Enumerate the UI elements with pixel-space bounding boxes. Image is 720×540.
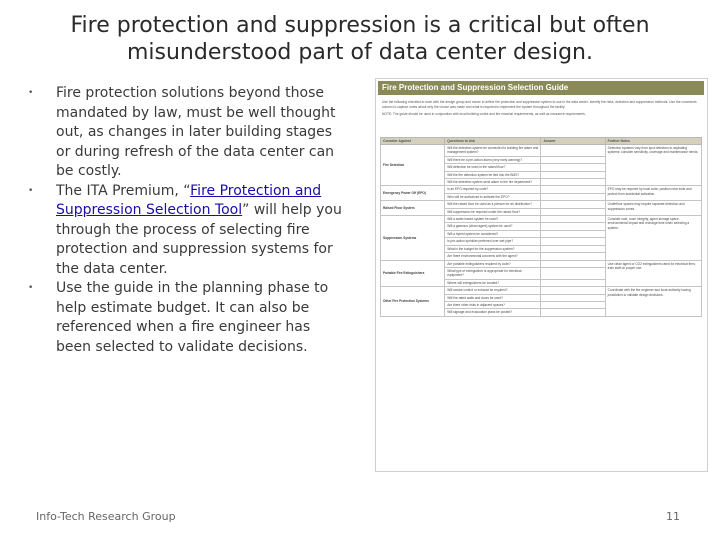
guide-column-header: Further Notes xyxy=(605,138,701,145)
guide-question-cell: Will the raised floor be used as a plenum for air distribution? xyxy=(445,201,541,208)
guide-answer-cell xyxy=(541,287,605,294)
guide-question-cell: Will signage and evacuation plans be posted? xyxy=(445,309,541,316)
guide-answer-cell xyxy=(541,260,605,267)
guide-table-row xyxy=(381,186,702,193)
guide-answer-cell xyxy=(541,208,605,215)
guide-question-cell: What is the budget for the suppression system? xyxy=(445,245,541,252)
guide-answer-cell xyxy=(541,156,605,163)
guide-question-cell: Will the detection system be connected to building fire alarm and management system? xyxy=(445,145,541,157)
bullet-item xyxy=(28,279,348,357)
selection-guide-image xyxy=(375,78,708,472)
guide-answer-cell xyxy=(541,267,605,279)
guide-answer-cell xyxy=(541,179,605,186)
guide-answer-cell xyxy=(541,186,605,193)
selection-tool-link[interactable]: Fire Protection and Suppression Selection Tool xyxy=(56,182,322,218)
guide-answer-cell xyxy=(541,216,605,223)
guide-question-cell: Will the fire detection system be tied into the BMS? xyxy=(445,171,541,178)
page-number: 11 xyxy=(666,510,680,523)
guide-notes-cell: Detection systems vary from spot detectors to aspirating systems; consider sensitivity, coverage and maintenance needs. xyxy=(605,145,701,186)
guide-notes-cell: Coordinate with the fire engineer and local authority having jurisdiction to validate design decisions. xyxy=(605,287,701,317)
guide-intro xyxy=(382,100,700,117)
guide-column-header: Consider Against xyxy=(381,138,445,145)
guide-table-row xyxy=(381,260,702,267)
guide-question-cell: Will fire-rated walls and doors be used? xyxy=(445,294,541,301)
bullet-text-pre: The ITA Premium, “ xyxy=(56,182,191,199)
guide-question-cell: Are there environmental concerns with the agent? xyxy=(445,253,541,260)
guide-answer-cell xyxy=(541,309,605,316)
slide-title: Fire protection and suppression is a critical but often misunderstood part of data center design. xyxy=(70,13,650,65)
guide-table-row xyxy=(381,145,702,157)
guide-answer-cell xyxy=(541,201,605,208)
guide-answer-cell xyxy=(541,164,605,171)
guide-question-cell: Will detection be used in the raised floor? xyxy=(445,164,541,171)
guide-table-header xyxy=(381,138,702,145)
guide-category-cell: Other Fire Protection Systems xyxy=(381,287,445,317)
guide-category-cell: Portable Fire Extinguishers xyxy=(381,260,445,287)
footer-org: Info-Tech Research Group xyxy=(36,510,176,523)
guide-answer-cell xyxy=(541,230,605,237)
bullet-text: Use the guide in the planning phase to help estimate budget. It can also be referenced when a fire engineer has been selected to validate decisions. xyxy=(56,280,329,355)
guide-table-row xyxy=(381,201,702,208)
guide-answer-cell xyxy=(541,279,605,286)
guide-category-cell: Suppression Systems xyxy=(381,216,445,260)
guide-question-cell: Is pre-action sprinkler preferred over wet pipe? xyxy=(445,238,541,245)
guide-question-cell: Is an EPO required by code? xyxy=(445,186,541,193)
bullet-text: Fire protection solutions beyond those mandated by law, must be well thought out, as changes in later building stages or during refresh of the data center can be costly. xyxy=(56,85,336,179)
guide-question-cell: Are there other risks in adjacent spaces? xyxy=(445,301,541,308)
bullet-icon: • xyxy=(28,185,34,196)
guide-notes-cell: Use clean agent or CO2 extinguishers rated for electrical fires; train staff on proper use. xyxy=(605,260,701,287)
guide-answer-cell xyxy=(541,294,605,301)
guide-answer-cell xyxy=(541,171,605,178)
guide-question-cell: Will a gaseous (clean agent) system be used? xyxy=(445,223,541,230)
bullet-item xyxy=(28,182,348,280)
guide-category-cell: Fire Detection xyxy=(381,145,445,186)
bullet-icon: • xyxy=(28,283,34,293)
guide-table xyxy=(380,137,702,317)
guide-question-cell: Will suppression be required under the raised floor? xyxy=(445,208,541,215)
guide-notes-cell: Consider cost, room integrity, agent storage space, environmental impact and recharge time when selecting a system. xyxy=(605,216,701,260)
guide-answer-cell xyxy=(541,245,605,252)
guide-question-cell: Will the detection system send alarm to the fire department? xyxy=(445,179,541,186)
guide-table-row xyxy=(381,216,702,223)
guide-question-cell: Where will extinguishers be located? xyxy=(445,279,541,286)
guide-intro-text: Use the following checklist to work with the design group and owner to define fire protection and suppression system to use in the data center. Identify fire risks, detection and suppression methods. Use the comments column to capture notes about why the choice was made and what is required to implement the system throughout the facility. xyxy=(382,100,697,109)
guide-question-cell: Will a hybrid system be considered? xyxy=(445,230,541,237)
guide-column-header: Answer xyxy=(541,138,605,145)
guide-intro-note: NOTE: The guide should be used in conjunction with local building codes and fire marshal requirements, as well as insurance requirements. xyxy=(382,112,586,116)
guide-category-cell: Raised Floor System xyxy=(381,201,445,216)
guide-answer-cell xyxy=(541,253,605,260)
guide-column-header: Questions to Ask xyxy=(445,138,541,145)
guide-category-cell: Emergency Power Off (EPO) xyxy=(381,186,445,201)
bullet-item xyxy=(28,84,348,182)
guide-table-row xyxy=(381,287,702,294)
guide-question-cell: Will a water based system be used? xyxy=(445,216,541,223)
guide-notes-cell: Underfloor spaces may require separate detection and suppression zones. xyxy=(605,201,701,216)
guide-answer-cell xyxy=(541,301,605,308)
guide-answer-cell xyxy=(541,193,605,200)
guide-question-cell: Who will be authorized to activate the EPO? xyxy=(445,193,541,200)
bullet-list xyxy=(28,84,348,357)
guide-question-cell: What type of extinguisher is appropriate for electrical equipment? xyxy=(445,267,541,279)
guide-answer-cell xyxy=(541,238,605,245)
guide-answer-cell xyxy=(541,223,605,230)
guide-question-cell: Will there be a pre-action alarm (very early warning)? xyxy=(445,156,541,163)
bullet-text-post: ” will help you through the process of selecting fire protection and suppression systems for the data center. xyxy=(56,202,342,277)
guide-notes-cell: EPO may be required by local code; position near exits and protect from accidental activation. xyxy=(605,186,701,201)
guide-title: Fire Protection and Suppression Selection Guide xyxy=(378,81,704,95)
guide-question-cell: Are portable extinguishers required by code? xyxy=(445,260,541,267)
guide-answer-cell xyxy=(541,145,605,157)
bullet-icon: • xyxy=(28,88,34,98)
guide-question-cell: Will smoke control or exhaust be required? xyxy=(445,287,541,294)
